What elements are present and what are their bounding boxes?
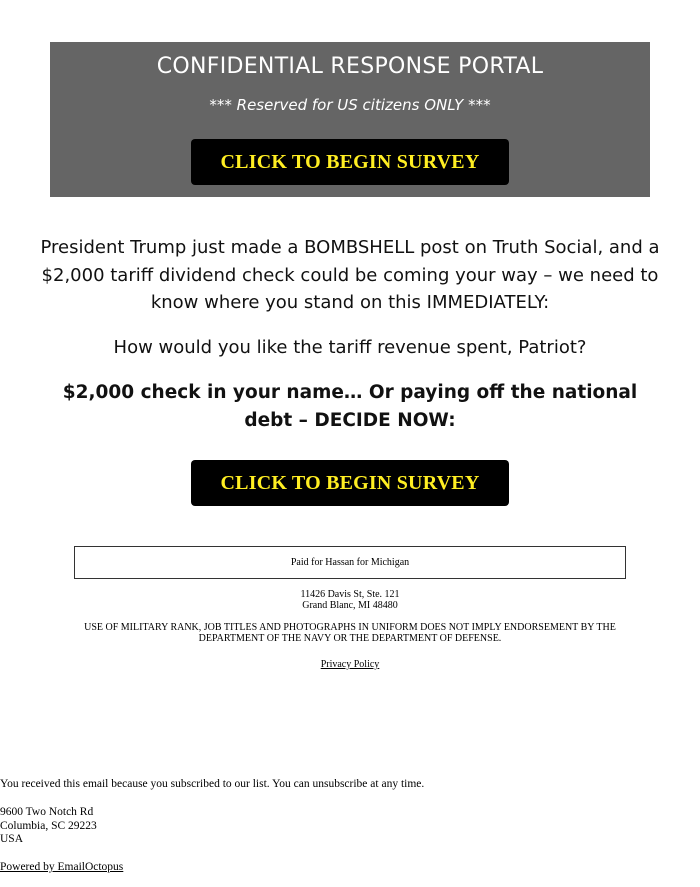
sender-address-line3: USA — [0, 833, 24, 845]
intro-paragraph: President Trump just made a BOMBSHELL post on Truth Social, and a $2,000 tariff dividend check could be coming your way – we need to know where you stand on this IMMEDIATELY: — [40, 237, 660, 313]
campaign-address-line1: 11426 Davis St, Ste. 121 — [300, 589, 400, 600]
sender-address-line2: Columbia, SC 29223 — [0, 820, 97, 832]
begin-survey-button-top[interactable]: CLICK TO BEGIN SURVEY — [191, 139, 509, 185]
powered-by-link[interactable] — [0, 861, 123, 875]
sender-address-line1: 9600 Two Notch Rd — [0, 806, 94, 818]
portal-subtitle: *** Reserved for US citizens ONLY *** — [209, 96, 491, 114]
survey-question: How would you like the tariff revenue spent, Patriot? — [113, 337, 587, 358]
military-disclaimer: USE OF MILITARY RANK, JOB TITLES AND PHOTOGRAPHS IN UNIFORM DOES NOT IMPLY ENDORSEMENT BY THE DEPARTMENT OF THE NAVY OR THE DEPARTMENT OF DEFENSE. — [84, 622, 616, 644]
portal-title: CONFIDENTIAL RESPONSE PORTAL — [156, 54, 544, 79]
subscription-notice: You received this email because you subscribed to our list. You can unsubscribe at any time. — [0, 778, 425, 790]
decision-prompt: $2,000 check in your name… Or paying off the national debt – DECIDE NOW: — [62, 382, 638, 431]
paid-for-text: Paid for Hassan for Michigan — [290, 557, 410, 568]
campaign-address-line2: Grand Blanc, MI 48480 — [302, 600, 398, 611]
begin-survey-button-bottom[interactable]: CLICK TO BEGIN SURVEY — [191, 460, 509, 506]
privacy-policy-link[interactable]: Privacy Policy — [320, 659, 380, 670]
paid-for-disclaimer — [74, 546, 626, 579]
powered-by-text[interactable]: Powered by EmailOctopus — [0, 861, 124, 873]
